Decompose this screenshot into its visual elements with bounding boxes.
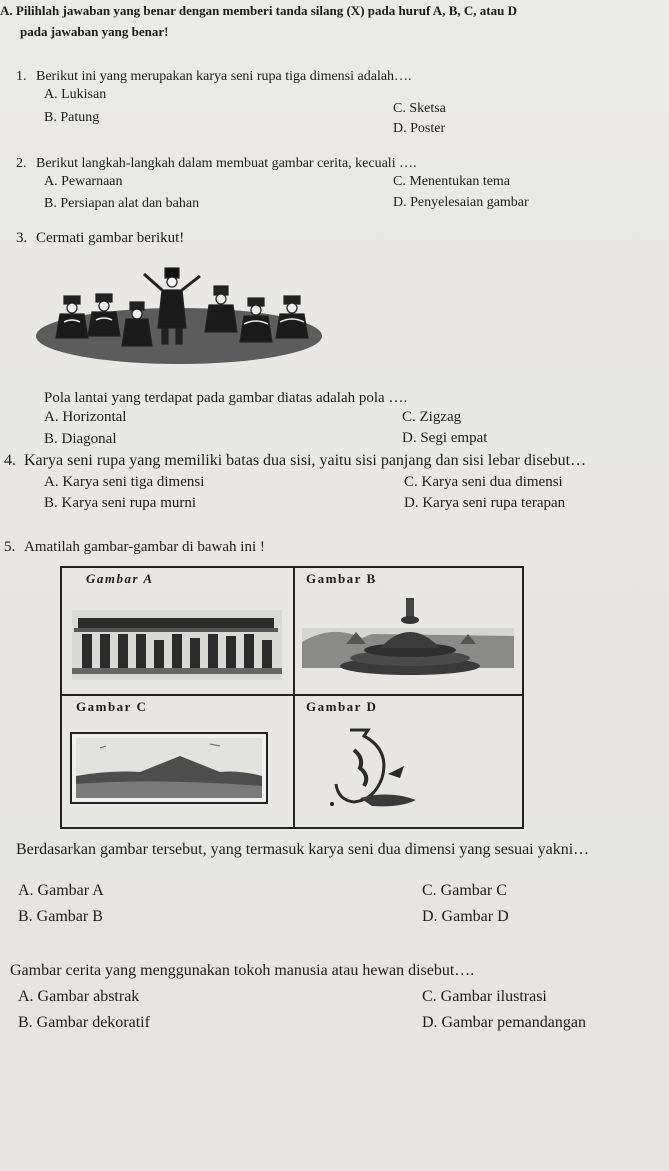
question-5-number: 5.: [4, 539, 16, 555]
picture-grid: [60, 566, 524, 829]
question-3-number: 3.: [16, 230, 28, 246]
dance-formation-illustration: [34, 256, 324, 376]
question-5-option-a[interactable]: A. Gambar A: [18, 882, 104, 899]
gambar-b-stupa-image: [302, 594, 514, 682]
question-2-option-a[interactable]: A. Pewarnaan: [44, 174, 123, 189]
dancers-group: [56, 268, 308, 346]
question-2-option-c[interactable]: C. Menentukan tema: [393, 174, 511, 189]
question-4-option-c[interactable]: C. Karya seni dua dimensi: [404, 474, 563, 490]
question-3-option-c[interactable]: C. Zigzag: [402, 409, 462, 425]
question-5-option-d[interactable]: D. Gambar D: [422, 908, 509, 925]
question-1-option-b[interactable]: B. Patung: [44, 110, 100, 125]
question-5-prompt: Berdasarkan gambar tersebut, yang termasuk karya seni dua dimensi yang sesuai yakni…: [16, 841, 590, 858]
question-2-number: 2.: [16, 156, 27, 171]
question-3-option-a[interactable]: A. Horizontal: [44, 409, 127, 425]
question-1-option-c[interactable]: C. Sketsa: [393, 101, 446, 116]
question-5-option-c[interactable]: C. Gambar C: [422, 882, 507, 899]
question-2-option-b[interactable]: B. Persiapan alat dan bahan: [44, 196, 200, 211]
instructions-line2: pada jawaban yang benar!: [20, 24, 169, 39]
caption-gambar-d: Gambar D: [306, 699, 378, 714]
question-1-option-a[interactable]: A. Lukisan: [44, 87, 107, 102]
instructions-line1: A. Pilihlah jawaban yang benar dengan memberi tanda silang (X) pada huruf A, B, C, atau D: [0, 3, 517, 18]
question-6-option-c[interactable]: C. Gambar ilustrasi: [422, 988, 547, 1005]
grid-divider-horizontal: [62, 694, 522, 696]
caption-gambar-a: Gambar A: [86, 571, 154, 586]
grid-divider-vertical: [293, 568, 295, 827]
gambar-a-temple-image: [72, 610, 282, 680]
question-6-option-d[interactable]: D. Gambar pemandangan: [422, 1014, 586, 1031]
question-4-option-b[interactable]: B. Karya seni rupa murni: [44, 495, 197, 511]
question-4-option-a[interactable]: A. Karya seni tiga dimensi: [44, 474, 205, 490]
caption-gambar-c: Gambar C: [76, 699, 148, 714]
question-3-prompt: Pola lantai yang terdapat pada gambar diatas adalah pola ….: [44, 390, 408, 406]
question-3-option-d[interactable]: D. Segi empat: [402, 430, 488, 446]
question-4-option-d[interactable]: D. Karya seni rupa terapan: [404, 495, 566, 511]
question-1-number: 1.: [16, 69, 27, 84]
question-1-text: Berikut ini yang merupakan karya seni rupa tiga dimensi adalah….: [36, 69, 412, 84]
question-4-text: Karya seni rupa yang memiliki batas dua sisi, yaitu sisi panjang dan sisi lebar disebut…: [24, 452, 587, 469]
question-3-option-b[interactable]: B. Diagonal: [44, 431, 117, 447]
question-5-text: Amatilah gambar-gambar di bawah ini !: [24, 539, 265, 555]
question-6-option-b[interactable]: B. Gambar dekoratif: [18, 1014, 150, 1031]
question-3-text: Cermati gambar berikut!: [36, 230, 185, 246]
question-2-option-d[interactable]: D. Penyelesaian gambar: [393, 195, 529, 210]
gambar-d-vase-image: [320, 728, 440, 812]
question-6-option-a[interactable]: A. Gambar abstrak: [18, 988, 140, 1005]
caption-gambar-b: Gambar B: [306, 571, 377, 586]
question-1-option-d[interactable]: D. Poster: [393, 121, 446, 136]
question-6-text: Gambar cerita yang menggunakan tokoh manusia atau hewan disebut….: [10, 962, 475, 979]
question-2-text: Berikut langkah-langkah dalam membuat gambar cerita, kecuali ….: [36, 156, 417, 171]
question-4-number: 4.: [4, 452, 16, 469]
gambar-c-landscape-painting: [70, 732, 268, 804]
question-5-option-b[interactable]: B. Gambar B: [18, 908, 103, 925]
